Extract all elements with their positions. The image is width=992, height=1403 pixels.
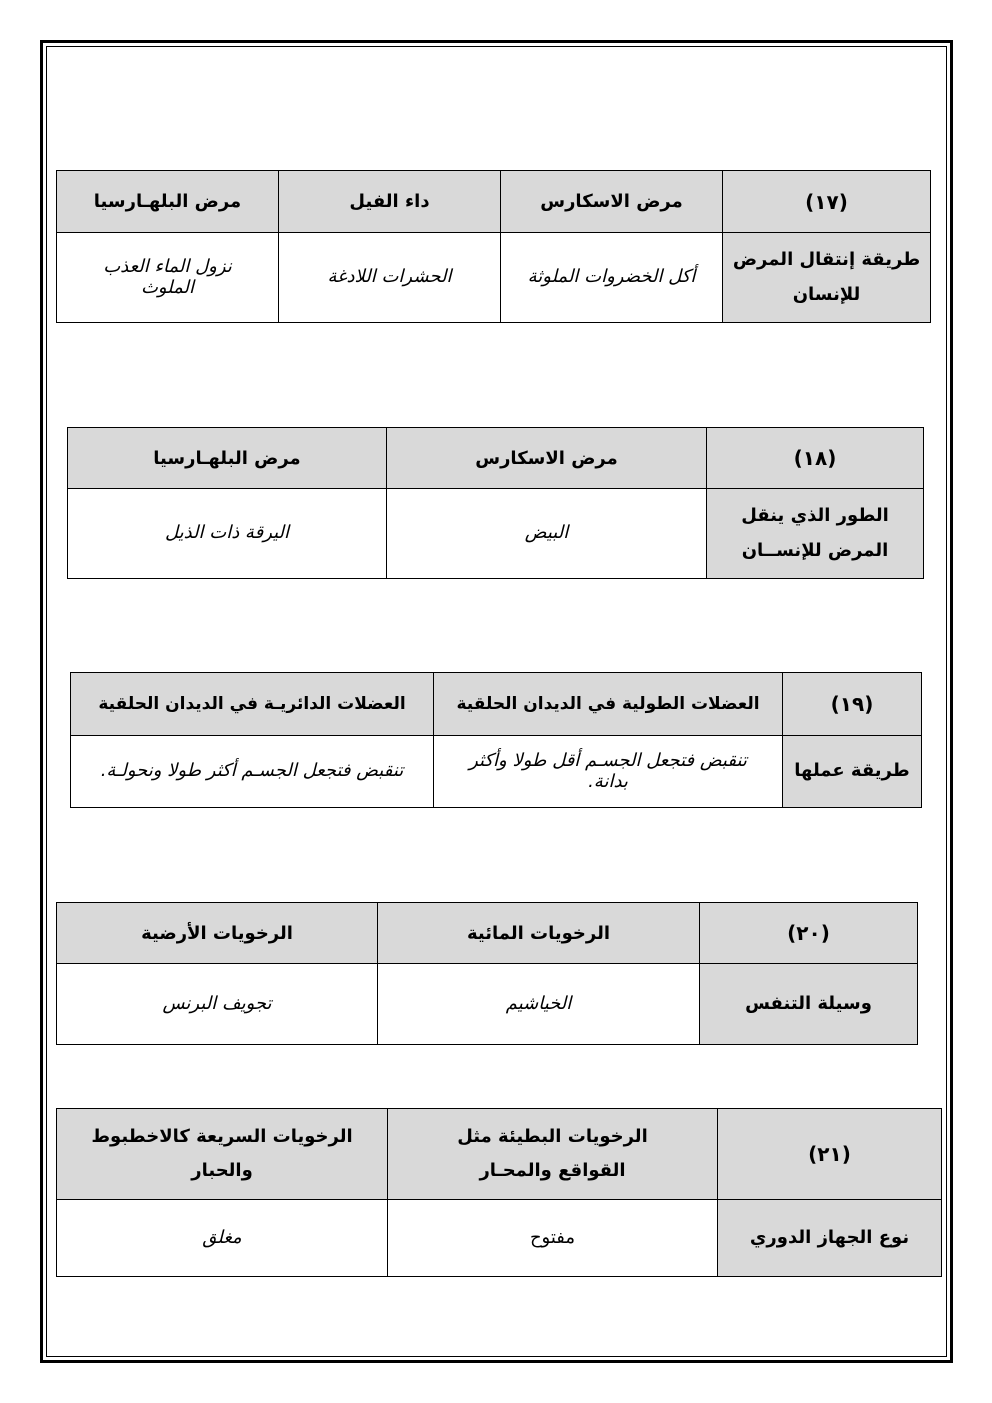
table-19-cell-2: تنقبض فتجعل الجسـم أكثر طولا ونحولـة. [71,736,434,808]
table-20-cell-2: تجويف البرنس [57,964,378,1045]
table-21-cell-1: مفتوح [388,1200,718,1277]
table-17-number: (١٧) [723,171,931,233]
table-21-header-2: الرخويات السريعة كالاخطبوط والحبار [57,1109,388,1200]
table-19-cell-1: تنقبض فتجعل الجسـم أقل طولا وأكثر بدانة. [434,736,783,808]
table-17-cell-2: الحشرات اللادغة [279,233,501,323]
table-20-number: (٢٠) [700,903,918,964]
table-18-header-2: مرض البلهـارسيا [68,428,387,489]
table-20-header-1: الرخويات المائية [378,903,700,964]
table-17-cell-1: أكل الخضروات الملوثة [501,233,723,323]
table-20-row-label: وسيلة التنفس [700,964,918,1045]
table-20-header-2: الرخويات الأرضية [57,903,378,964]
table-19-header-1: العضلات الطولية في الديدان الحلقية [434,673,783,736]
table-19-header-2: العضلات الدائريـة في الديدان الحلقية [71,673,434,736]
table-18-number: (١٨) [707,428,924,489]
table-17-header-1: مرض الاسكارس [501,171,723,233]
table-17-row-label: طريقة إنتقال المرض للإنسان [723,233,931,323]
table-21-cell-2: مغلق [57,1200,388,1277]
table-18-cell-2: اليرقة ذات الذيل [68,489,387,579]
table-17-cell-3: نزول الماء العذب الملوث [57,233,279,323]
table-17 [56,170,931,323]
table-18-cell-1: البيض [387,489,707,579]
table-19-row-label: طريقة عملها [783,736,922,808]
table-21-header-1: الرخويات البطيئة مثل القواقع والمحـار [388,1109,718,1200]
table-19 [70,672,922,808]
table-21 [56,1108,942,1277]
table-20-cell-1: الخياشيم [378,964,700,1045]
table-20 [56,902,918,1045]
table-21-row-label: نوع الجهاز الدوري [718,1200,942,1277]
table-17-header-3: مرض البلهـارسيا [57,171,279,233]
table-19-number: (١٩) [783,673,922,736]
table-21-number: (٢١) [718,1109,942,1200]
table-18 [67,427,924,579]
table-17-header-2: داء الفيل [279,171,501,233]
table-18-row-label: الطور الذي ينقل المرض للإنســان [707,489,924,579]
table-18-header-1: مرض الاسكارس [387,428,707,489]
